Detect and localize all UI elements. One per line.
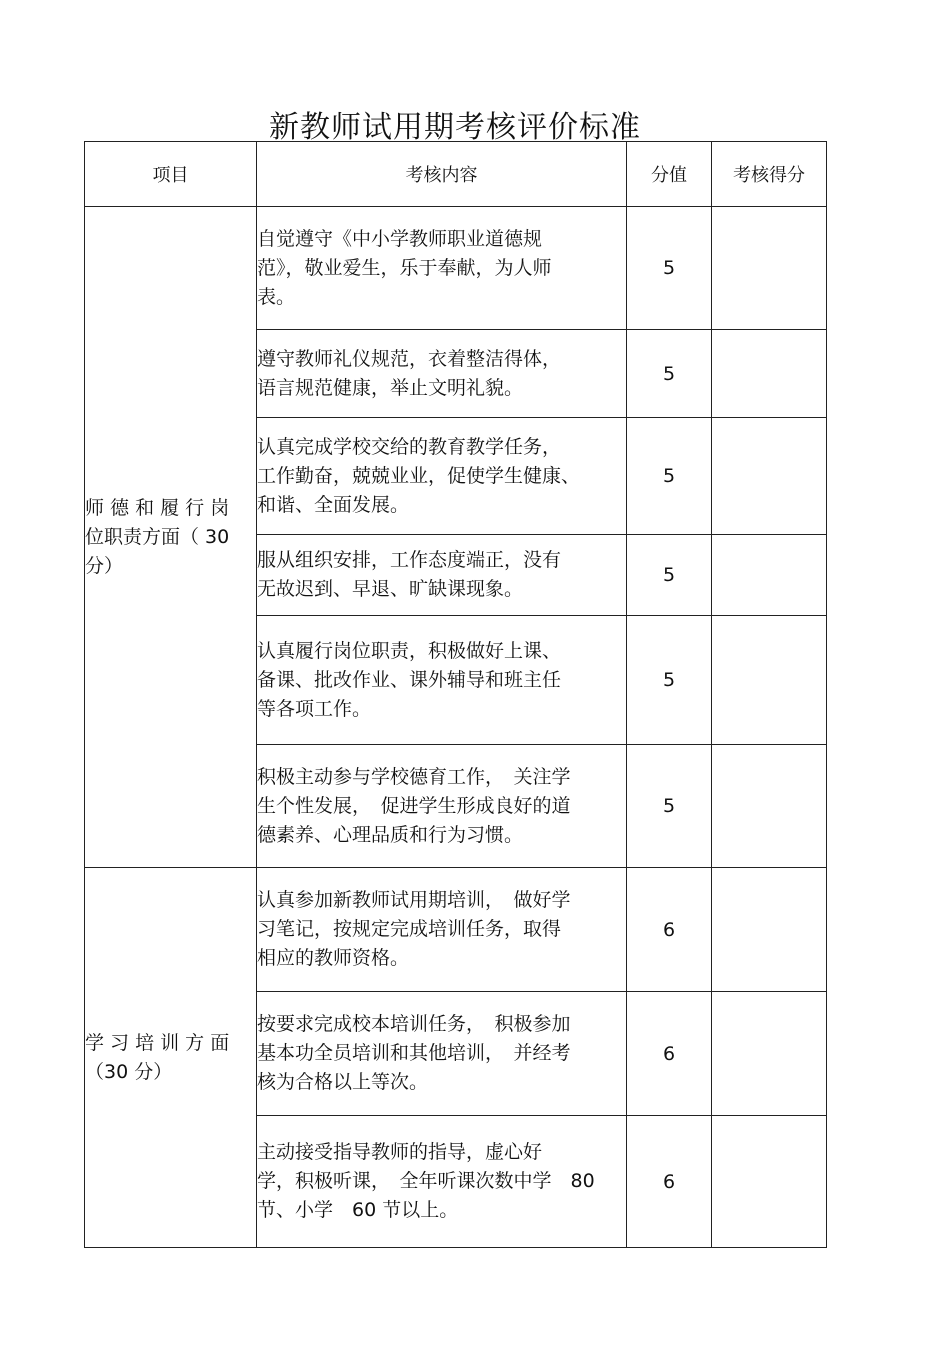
score-value: 5 — [627, 330, 712, 418]
content-line: 语言规范健康，举止文明礼貌。 — [257, 376, 524, 399]
criterion-content — [257, 616, 627, 745]
content-line: 遵守教师礼仪规范，衣着整洁得体， — [257, 347, 562, 370]
section-label-line: 位职责方面（ 30 — [85, 525, 230, 548]
result-cell[interactable] — [712, 868, 827, 992]
score-value: 5 — [627, 616, 712, 745]
content-line: 自觉遵守《中小学教师职业道德规 — [257, 227, 543, 250]
document-title: 新教师试用期考核评价标准 — [269, 110, 641, 145]
criterion-content — [257, 330, 627, 418]
section-label-line: 学 习 培 训 方 面 — [85, 1031, 230, 1054]
section-label-line: 分） — [85, 554, 124, 577]
result-cell[interactable] — [712, 330, 827, 418]
score-value: 6 — [627, 992, 712, 1116]
section-label-training — [85, 868, 257, 1248]
criterion-content — [257, 992, 627, 1116]
result-cell[interactable] — [712, 616, 827, 745]
content-line: 认真履行岗位职责，积极做好上课、 — [257, 639, 562, 662]
section-label-ethics — [85, 207, 257, 868]
content-line: 服从组织安排，工作态度端正，没有 — [257, 549, 562, 571]
content-line: 等各项工作。 — [257, 697, 372, 720]
content-line: 表。 — [257, 285, 296, 308]
header-item: 项目 — [85, 142, 257, 207]
result-cell[interactable] — [712, 1116, 827, 1248]
criterion-content — [257, 1116, 627, 1248]
result-cell[interactable] — [712, 745, 827, 868]
content-line: 相应的教师资格。 — [257, 947, 410, 969]
table-row — [85, 207, 827, 330]
content-line: 备课、批改作业、课外辅导和班主任 — [257, 668, 562, 691]
content-line: 无故迟到、早退、旷缺课现象。 — [257, 578, 524, 600]
content-line: 德素养、心理品质和行为习惯。 — [257, 823, 524, 846]
content-line: 工作勤奋，兢兢业业，促使学生健康、 — [257, 464, 581, 487]
content-line: 积极主动参与学校德育工作， 关注学 — [257, 765, 571, 788]
score-value: 6 — [627, 868, 712, 992]
criterion-content — [257, 418, 627, 535]
result-cell[interactable] — [712, 418, 827, 535]
header-result: 考核得分 — [712, 142, 827, 207]
criterion-content — [257, 745, 627, 868]
score-value: 5 — [627, 207, 712, 330]
evaluation-table — [84, 141, 827, 1248]
criterion-content — [257, 207, 627, 330]
table-row — [85, 868, 827, 992]
criterion-content — [257, 868, 627, 992]
content-line: 核为合格以上等次。 — [257, 1071, 429, 1093]
result-cell[interactable] — [712, 207, 827, 330]
content-line: 认真完成学校交给的教育教学任务， — [257, 435, 562, 458]
content-line: 按要求完成校本培训任务， 积极参加 — [257, 1013, 571, 1035]
header-score: 分值 — [627, 142, 712, 207]
header-content: 考核内容 — [257, 142, 627, 207]
criterion-content — [257, 535, 627, 616]
score-value: 5 — [627, 745, 712, 868]
content-line: 基本功全员培训和其他培训， 并经考 — [257, 1042, 571, 1064]
result-cell[interactable] — [712, 992, 827, 1116]
content-line: 认真参加新教师试用期培训， 做好学 — [257, 889, 571, 911]
score-value: 5 — [627, 418, 712, 535]
section-label-line: （30 分） — [85, 1060, 173, 1083]
score-value: 5 — [627, 535, 712, 616]
content-line: 和谐、全面发展。 — [257, 493, 410, 516]
content-line: 范》，敬业爱生，乐于奉献，为人师 — [257, 256, 552, 279]
content-line: 主动接受指导教师的指导，虚心好 — [257, 1141, 543, 1163]
content-line: 节、小学 60 节以上。 — [257, 1199, 459, 1221]
result-cell[interactable] — [712, 535, 827, 616]
header-row — [85, 142, 827, 207]
content-line: 习笔记，按规定完成培训任务，取得 — [257, 918, 562, 940]
content-line: 学，积极听课， 全年听课次数中学 80 — [257, 1170, 595, 1192]
section-label-line: 师 德 和 履 行 岗 — [85, 496, 230, 519]
content-line: 生个性发展， 促进学生形成良好的道 — [257, 794, 571, 817]
score-value: 6 — [627, 1116, 712, 1248]
